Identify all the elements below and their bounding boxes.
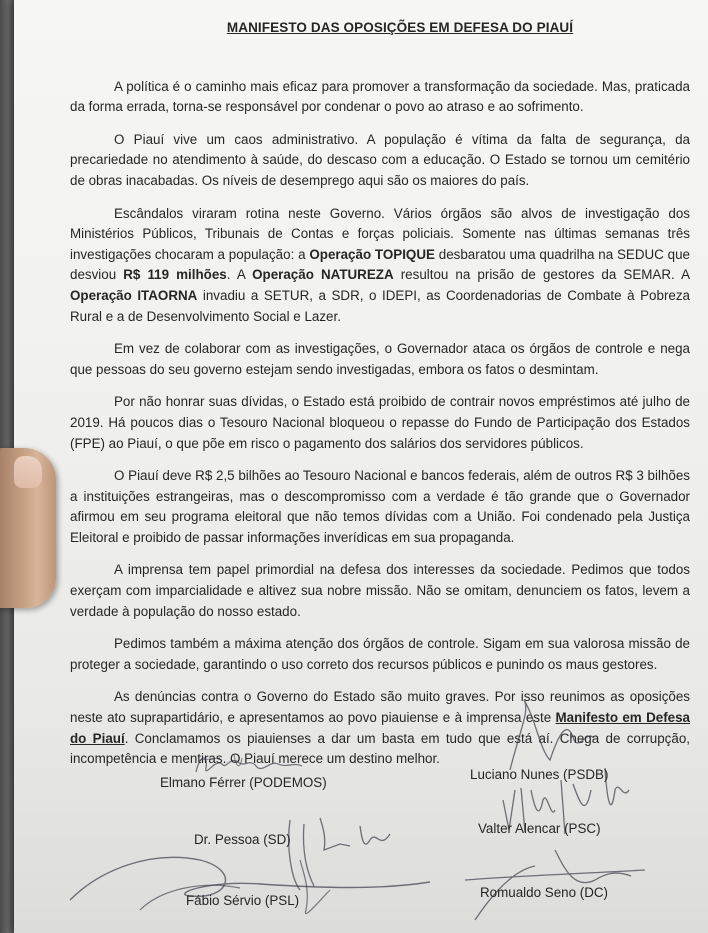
signatory-elmano: Elmano Férrer (PODEMOS) [160, 775, 327, 790]
operacao-topique: Operação TOPIQUE [309, 246, 435, 262]
manifesto-title-reference: Manifesto em Defesa do Piauí [70, 710, 690, 746]
paragraph-9 [70, 687, 690, 769]
paragraph-9-text: As denúncias contra o Governo do Estado são muito graves. Por isso reunimos as oposições neste ato suprapartidário, e apresentamos ao povo piauiense e à imprensa este [70, 689, 690, 726]
paragraph-3-text: resultou na prisão de gestores da SEMAR. A [393, 267, 691, 283]
paragraph-3-text: desbaratou uma quadrilha na SEDUC que desviou [70, 246, 690, 283]
paragraph-2: O Piauí vive um caos administrativo. A população é vítima da falta de segurança, da precariedade no atendimento à saúde, do descaso com a educação. O Estado se tornou um cemitério de obras inacabadas. Os níveis de desemprego aqui são os maiores do país. [70, 131, 690, 188]
paragraph-1: A política é o caminho mais eficaz para promover a transformação da sociedade. Mas, praticada da forma errada, torna-se responsável por condenar o povo ao atraso e ao sofrimento. [70, 78, 690, 115]
operacao-itaorna: Operação ITAORNA [70, 287, 198, 303]
paragraph-5: Por não honrar suas dívidas, o Estado está proibido de contrair novos empréstimos até julho de 2019. Há poucos dias o Tesouro Nacional bloqueou o repasse do Fundo de Participação dos Estados (FPE) ao Piauí, o que põe em risco o pagamento dos salários dos servidores públicos. [70, 394, 690, 451]
paragraph-9-text: . Conclamamos os piauienses a dar um basta em tudo que está aí. Chega de corrupção, incompetência e mentiras. O Piauí merece um destino melhor. [70, 730, 690, 767]
paragraph-3-text: . A [226, 267, 253, 283]
desvio-valor: R$ 119 milhões [123, 267, 227, 283]
paragraph-3 [70, 204, 690, 328]
paragraph-3-text: invadiu a SETUR, a SDR, o IDEPI, as Coordenadorias de Combate à Pobreza Rural e a de Desenvolvimento Social e Lazer. [70, 287, 690, 324]
signatory-fabio: Fábio Sérvio (PSL) [186, 893, 300, 908]
signatory-valter: Valter Alencar (PSC) [478, 821, 601, 836]
signatory-luciano: Luciano Nunes (PSDB) [470, 767, 609, 782]
operacao-natureza: Operação NATUREZA [252, 267, 394, 283]
paragraph-6: O Piauí deve R$ 2,5 bilhões ao Tesouro Nacional e bancos federais, além de outros R$ 3 bilhões a instituições estrangeiras, mas o descompromisso com a verdade é tão grande que o Governador afirmou em seu programa eleitoral que não temos dívidas com a União. Foi condenado pela Justiça Eleitoral e proibido de passar informações inverídicas em sua propaganda. [70, 468, 690, 545]
document-title: MANIFESTO DAS OPOSIÇÕES EM DEFESA DO PIAUÍ [226, 20, 574, 35]
manifesto-document [70, 18, 690, 782]
signatory-romualdo: Romualdo Seno (DC) [480, 885, 609, 900]
paragraph-8: Pedimos também a máxima atenção dos órgãos de controle. Sigam em sua valorosa missão de proteger a sociedade, garantindo o uso correto dos recursos públicos e punindo os maus gestores. [70, 636, 690, 672]
thumbnail-nail [14, 456, 42, 488]
paragraph-4: Em vez de colaborar com as investigações, o Governador ataca os órgãos de controle e nega que pessoas do seu governo estejam sendo investigadas, embora os fatos o desmintam. [70, 341, 690, 377]
paragraph-7: A imprensa tem papel primordial na defesa dos interesses da sociedade. Pedimos que todos exerçam com imparcialidade e altivez sua nobre missão. Não se omitam, denunciem os fatos, levem a verdade à população do nosso estado. [70, 562, 690, 619]
holding-thumb [0, 448, 56, 608]
signatory-pessoa: Dr. Pessoa (SD) [194, 832, 291, 847]
paragraph-3-text: Escândalos viraram rotina neste Governo. Vários órgãos são alvos de investigação dos Ministérios Públicos, Tribunais de Contas e forças policiais. Somente nas últimas semanas três investigações chocaram a população: a [70, 205, 690, 262]
